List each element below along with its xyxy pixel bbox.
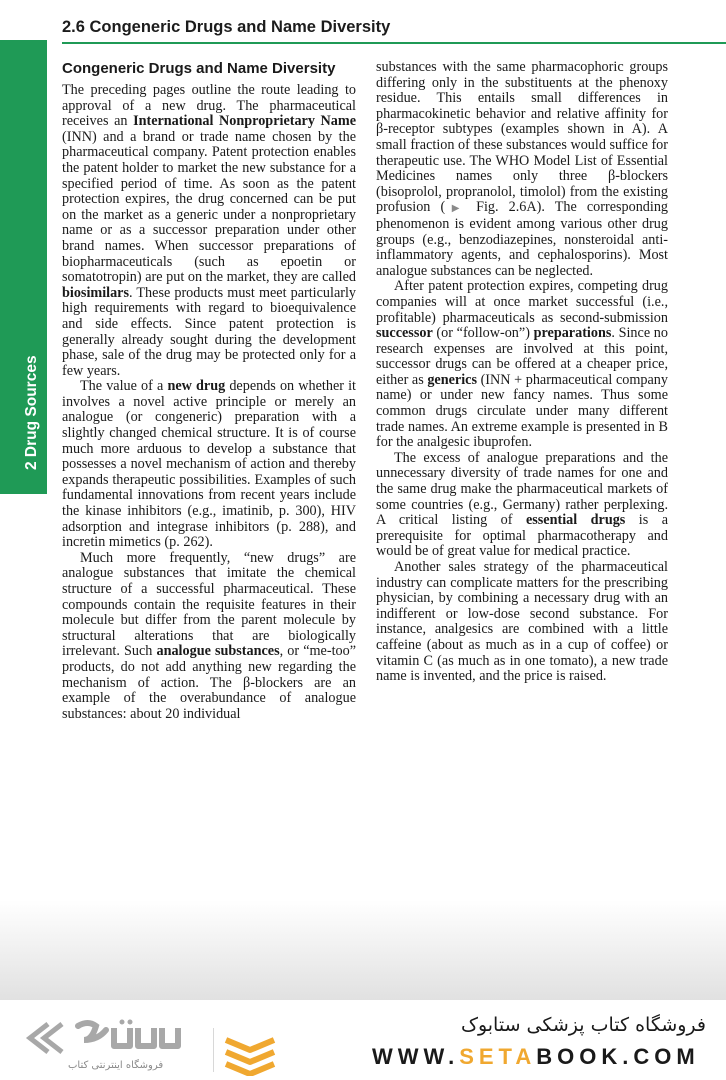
right-column (376, 60, 668, 685)
section-heading: Congeneric Drugs and Name Diversity (62, 60, 336, 77)
logo-divider (213, 1028, 214, 1072)
paragraph: The value of a new drug depends on whether it involves a novel active principle or merely an analogue (or congeneric) preparation with a slightly changed chemical structure. It is of course much more arduous to develop a substance that possesses a novel mechanism of action and thereby expands therapeutic possibilities. Examples of such fundamental innovations from recent years include the kinase inhibitors (e.g., imatinib, p. 300), HIV adsorption and integrase inhibitors (p. 288), and incretin mimetics (p. 262). (62, 378, 356, 551)
term-generics: generics (427, 371, 477, 388)
term-biosimilars: biosimilars (62, 284, 130, 301)
logo-wordmark-icon (18, 1018, 208, 1062)
paragraph: Another sales strategy of the pharmaceutical industry can complicate matters for the prescribing physician, by combining a necessary drug with an indifferent or low-dose second substance. For instance, analgesics are combined with a little caffeine (about as much as in a cup of coffee) or vitamin C (as much as in one tomato), a new trade name is invented, and the price is raised. (376, 559, 668, 685)
term-successor: successor (376, 325, 433, 342)
paragraph: After patent protection expires, competing drug companies will at once market successful (i.e., profitable) pharmaceuticals as second-submission successor (or “follow-on”) preparations. Since no research expenses are involved at this point, successor drugs can be offered at a cheaper price, either as generics (INN + pharmaceutical company name) or under new fancy names. Thus some common drugs circulate under many different trade names. An extreme example is presented in B for the analgesic ibuprofen. (376, 278, 668, 451)
store-url[interactable]: WWW.SETABOOK.COM (372, 1044, 700, 1069)
figure-arrow-icon: ▶ (445, 203, 466, 215)
book-chevron-icon (222, 1036, 278, 1076)
page-shadow (0, 900, 726, 1000)
store-name: فروشگاه کتاب پزشکی ستابوک (460, 1014, 706, 1036)
term-inn: International Nonproprietary Name (133, 113, 356, 130)
paragraph: The excess of analogue preparations and the unnecessary diversity of trade names for one and the same drug make the pharmaceutical markets of some countries (e.g., Germany) rather perplexing. A critical listing of essential drugs is a prerequisite for optimal pharmacotherapy and would be of great value for medical practice. (376, 449, 668, 560)
running-header-title: 2.6 Congeneric Drugs and Name Diversity (62, 18, 391, 36)
watermark-footer (0, 1000, 726, 1080)
term-essential-drugs: essential drugs (525, 512, 626, 529)
term-preparations: preparations (533, 325, 612, 342)
chapter-side-tab (0, 40, 47, 494)
paragraph: substances with the same pharmacophoric groups differing only in the substituents at the phenoxy residue. This entails small differences in pharmacokinetic behavior and relative affinity for β-receptor subtypes (examples shown in A). A small fraction of these substances would suffice for therapeutic use. The WHO Model List of Essential Medicines names only three β-blockers (bisoprolol, propranolol, timolol) from the existing profusion (▶ Fig. 2.6A). The corresponding phenomenon is evident among various other drug groups (e.g., benzodiazepines, nonsteroidal anti-inflammatory agents, and cephalosporins). Most analogue substances can be neglected. (376, 59, 669, 279)
chapter-side-tab-label: 2 Drug Sources (23, 355, 40, 470)
term-new-drug: new drug (167, 378, 226, 395)
paragraph: Much more frequently, “new drugs” are analogue substances that imitate the chemical structure of a successful pharmaceutical. These compounds contain the requisite features in their molecule but differ from the parent molecule by structural alterations that are biologically irrelevant. Such analogue substances, or “me-too” products, do not add anything new regarding the mechanism of action. The β-blockers are an example of the overabundance of analogue substances: about 20 individual (62, 549, 356, 722)
setabook-logo (18, 1018, 280, 1076)
logo-tagline: فروشگاه اینترنتی کتاب (68, 1060, 164, 1071)
paragraph: The preceding pages outline the route leading to approval of a new drug. The pharmaceutical receives an International Nonproprietary Name (INN) and a brand or trade name chosen by the pharmaceutical company. Patent protection enables the patent holder to market the new substance for a specified period of time. As soon as the patent protection expires, the drug concerned can be put on the market as a generic under a nonproprietary name or as a successor preparation under other brand names. When successor preparations of biopharmaceuticals (such as epoetin or somatotropin) are put on the market, they are called biosimilars. These products must meet particularly high requirements with regard to bioequivalence and side effects. Since patent protection is generally already sought during the development phase, sale of the drug may be protected only for a few years. (62, 82, 356, 379)
left-column (62, 60, 356, 722)
term-analogue-substances: analogue substances (156, 643, 280, 660)
running-header (62, 14, 726, 44)
